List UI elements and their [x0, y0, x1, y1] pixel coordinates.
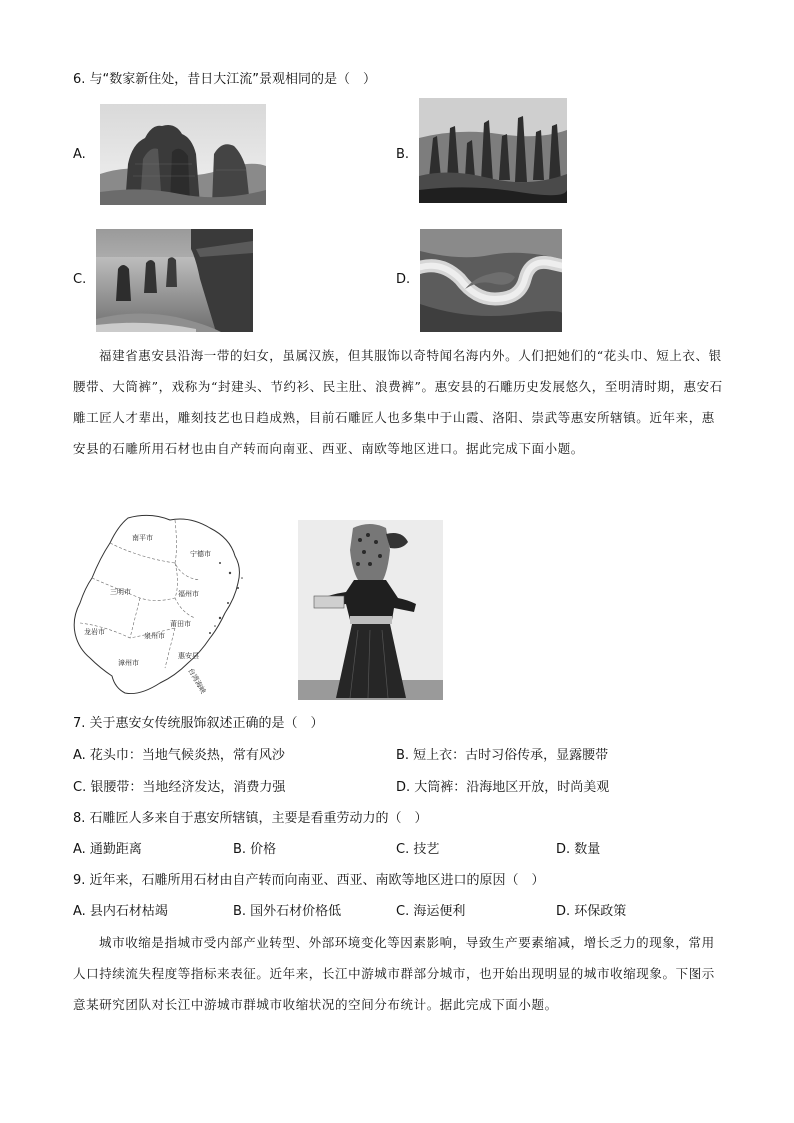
fujian-map: [70, 508, 270, 703]
option-a-label: A.: [73, 147, 86, 162]
option-b-label: B.: [396, 147, 410, 162]
q8-option-a[interactable]: A. 通勤距离: [73, 842, 142, 857]
option-d-label: D.: [396, 272, 411, 287]
q8-option-d[interactable]: D. 数量: [556, 842, 601, 857]
sandstone-peaks-photo: [100, 104, 266, 205]
q9-option-b[interactable]: B. 国外石材价格低: [233, 904, 342, 919]
q7-option-a[interactable]: A. 花头巾：当地气候炎热，常有风沙: [73, 748, 285, 763]
map-label-nanping: 南平市: [132, 534, 153, 542]
question-7-stem: 7. 关于惠安女传统服饰叙述正确的是（ ）: [73, 716, 324, 731]
option-c-label: C.: [73, 272, 87, 287]
q9-option-a[interactable]: A. 县内石材枯竭: [73, 904, 168, 919]
map-label-taiwan-strait: 台湾海峡: [186, 667, 208, 696]
map-label-longyan: 龙岩市: [84, 628, 105, 636]
question-9-stem: 9. 近年来，石雕所用石材由自产转而向南亚、西亚、南欧等地区进口的原因（ ）: [73, 873, 545, 888]
sea-stacks-photo: [96, 229, 253, 332]
q8-option-b[interactable]: B. 价格: [233, 842, 277, 857]
map-label-sanming: 三明市: [110, 588, 131, 596]
passage-huian: 福建省惠安县沿海一带的妇女，虽属汉族，但其服饰以奇特闻名海内外。人们把她们的“花头巾、短上衣、银腰带、大筒裤”，戏称为“封建头、节约衫、民主肚、浪费裤”。惠安县的石雕历史发展悠久，至明清时期，惠安石雕工匠人才辈出，雕刻技艺也日趋成熟，目前石雕匠人也多集中于山霞、洛阳、崇武等惠安所辖镇。近年来，惠安县的石雕所用石材也由自产转而向南亚、西亚、南欧等地区进口。据此完成下面小题。: [73, 348, 723, 456]
q7-option-b[interactable]: B. 短上衣：古时习俗传承，显露腰带: [396, 748, 609, 763]
map-label-zhangzhou: 漳州市: [118, 659, 139, 667]
map-label-quanzhou: 泉州市: [144, 632, 165, 640]
q9-option-c[interactable]: C. 海运便利: [396, 904, 466, 919]
river-meander-photo: [420, 229, 562, 332]
map-label-fuzhou: 福州市: [178, 590, 199, 598]
huian-woman-photo: [298, 520, 443, 700]
q7-option-d[interactable]: D. 大筒裤：沿海地区开放，时尚美观: [396, 780, 610, 795]
map-label-putian: 莆田市: [170, 620, 191, 628]
q8-option-c[interactable]: C. 技艺: [396, 842, 440, 857]
question-6-stem: 6. 与“数家新住处，昔日大江流”景观相同的是（ ）: [73, 72, 377, 87]
question-8-stem: 8. 石雕匠人多来自于惠安所辖镇，主要是看重劳动力的（ ）: [73, 811, 428, 826]
q7-option-c[interactable]: C. 银腰带：当地经济发达，消费力强: [73, 780, 286, 795]
stone-forest-photo: [419, 98, 567, 203]
map-label-ningde: 宁德市: [190, 550, 211, 558]
q9-option-d[interactable]: D. 环保政策: [556, 904, 627, 919]
map-label-huian: 惠安县: [178, 652, 199, 660]
passage-urban-shrinkage: 城市收缩是指城市受内部产业转型、外部环境变化等因素影响，导致生产要素缩减，增长乏力的现象，常用人口持续流失程度等指标来表征。近年来，长江中游城市群部分城市，也开始出现明显的城市收缩现象。下图示意某研究团队对长江中游城市群城市收缩状况的空间分布统计。据此完成下面小题。: [73, 935, 715, 1012]
